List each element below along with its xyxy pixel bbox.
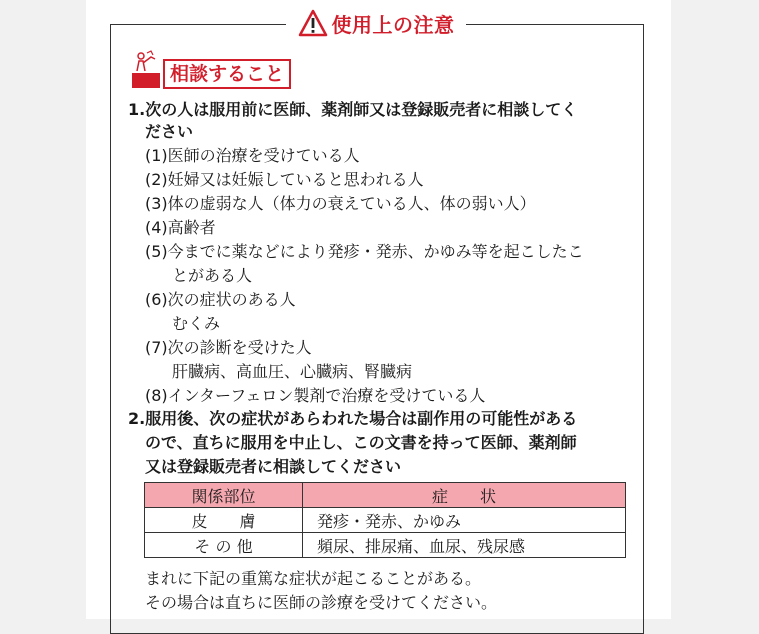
consult-heading [131,49,291,89]
table-cell-part: 皮 膚 [145,508,303,533]
item1-sub-6-cont: むくみ [172,314,221,333]
item1-sub-4: (4)高齢者 [145,218,216,237]
table-row [145,508,626,533]
item1-sub-7: (7)次の診断を受けた人 [145,338,312,357]
item1-heading: 1.次の人は服用前に医師、薬剤師又は登録販売者に相談してく [128,100,578,119]
table-cell-part: そ の 他 [145,533,303,558]
consult-person-icon [131,49,161,89]
item1-sub-2: (2)妊婦又は妊娠していると思われる人 [145,170,424,189]
item2-heading-cont-1: ので、直ちに服用を中止し、この文書を持って医師、薬剤師 [145,433,577,452]
table-header-part: 関係部位 [145,483,303,508]
item1-sub-6: (6)次の症状のある人 [145,290,296,309]
notice-title-text: 使用上の注意 [331,12,455,37]
item1-heading-cont: ださい [145,122,194,141]
table-header-symptoms: 症 状 [303,483,626,508]
footer-note-2: その場合は直ちに医師の診療を受けてください。 [145,593,498,612]
table-cell-symptoms: 頻尿、排尿痛、血尿、残尿感 [303,533,626,558]
item1-sub-5-cont: とがある人 [172,266,253,285]
side-effect-table [144,482,626,558]
item2-heading-cont-2: 又は登録販売者に相談してください [145,457,402,476]
item1-sub-3: (3)体の虚弱な人（体力の衰えている人、体の弱い人） [145,194,536,213]
warning-icon [298,9,328,37]
item2-heading: 2.服用後、次の症状があらわれた場合は副作用の可能性がある [128,409,578,428]
notice-title [286,5,466,41]
item1-sub-5: (5)今までに薬などにより発疹・発赤、かゆみ等を起こしたこ [145,242,584,261]
footer-note-1: まれに下記の重篤な症状が起こることがある。 [145,569,482,588]
item1-sub-8: (8)インターフェロン製剤で治療を受けている人 [145,386,486,405]
item1-sub-7-cont: 肝臓病、高血圧、心臓病、腎臓病 [172,362,413,381]
item1-sub-1: (1)医師の治療を受けている人 [145,146,360,165]
consult-label: 相談すること [163,59,291,89]
table-row [145,533,626,558]
table-cell-symptoms: 発疹・発赤、かゆみ [303,508,626,533]
table-header-row [145,483,626,508]
